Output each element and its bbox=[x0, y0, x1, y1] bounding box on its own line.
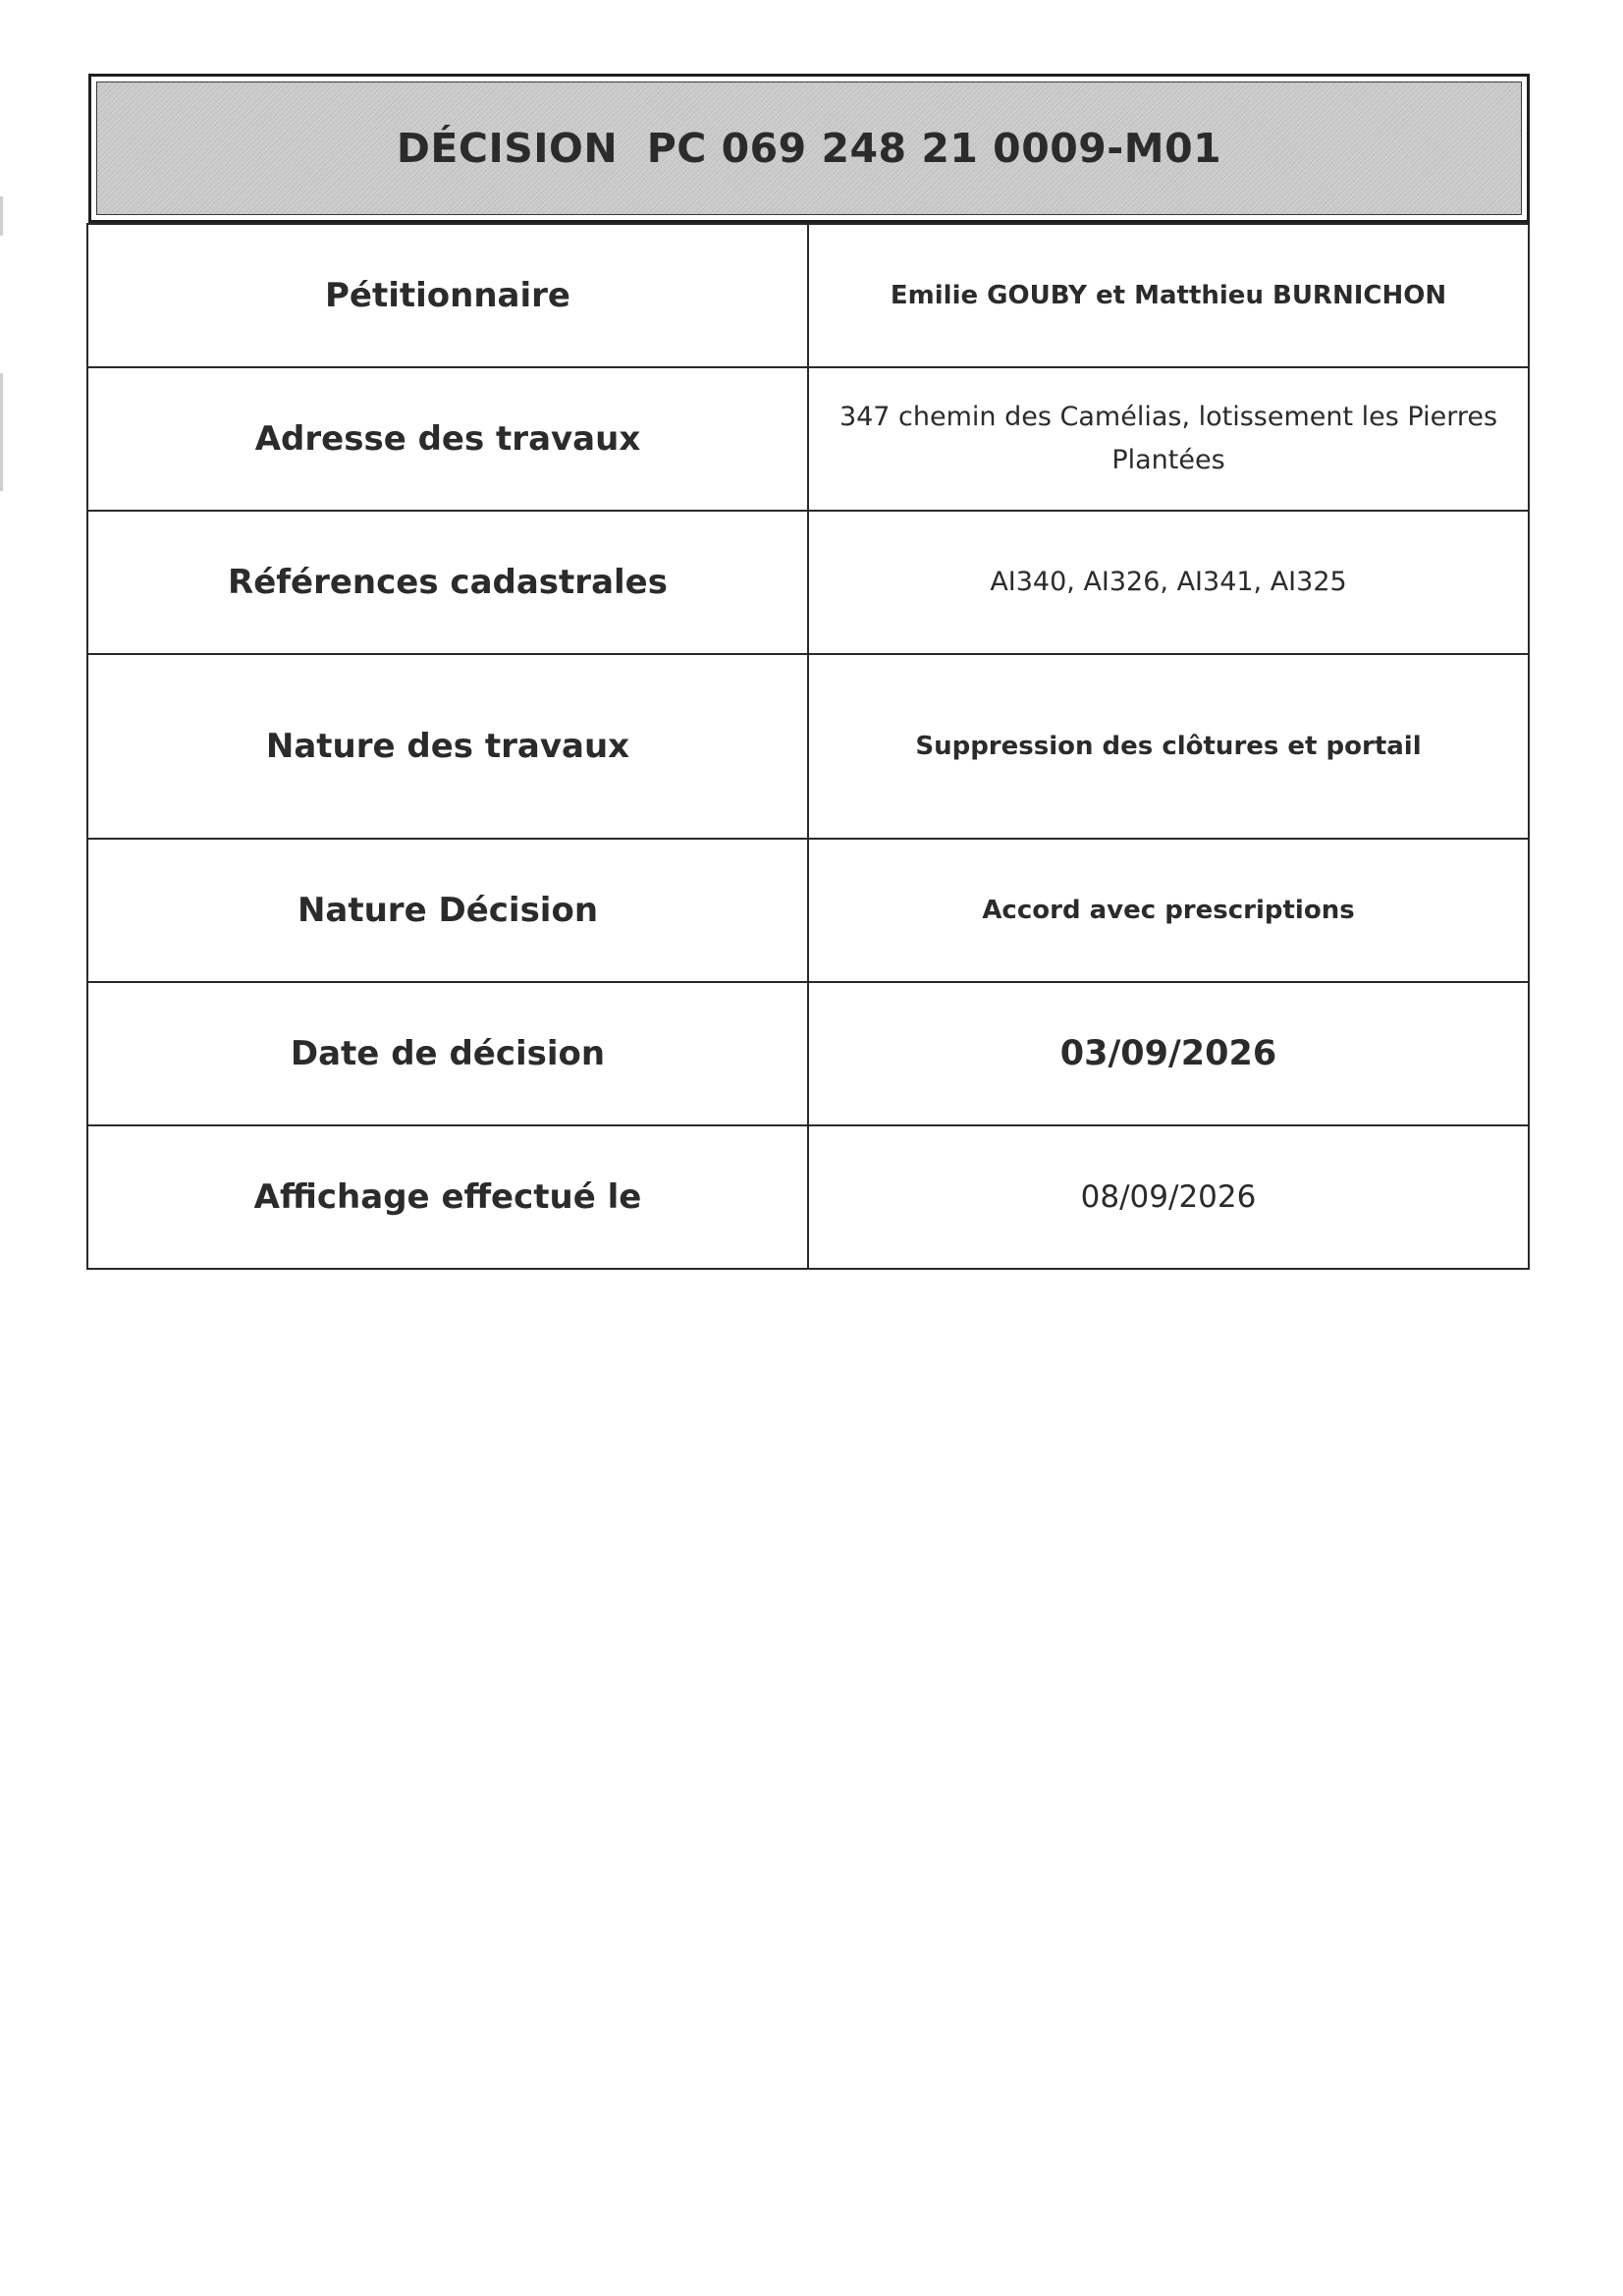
row-label: Nature des travaux bbox=[87, 654, 808, 839]
row-label: Pétitionnaire bbox=[87, 224, 808, 367]
row-label: Adresse des travaux bbox=[87, 367, 808, 511]
row-value: Suppression des clôtures et portail bbox=[808, 654, 1529, 839]
decision-title: DÉCISION PC 069 248 21 0009-M01 bbox=[396, 125, 1222, 172]
row-label: Date de décision bbox=[87, 982, 808, 1125]
decision-title-box bbox=[88, 74, 1530, 223]
scan-edge-mark bbox=[0, 196, 3, 236]
table-row-references bbox=[87, 511, 1529, 654]
table-row-nature-decision bbox=[87, 839, 1529, 982]
scan-edge-mark bbox=[0, 373, 3, 491]
row-value: Emilie GOUBY et Matthieu BURNICHON bbox=[808, 224, 1529, 367]
row-label: Affichage effectué le bbox=[87, 1125, 808, 1269]
decision-info-table bbox=[86, 223, 1530, 1270]
row-value: AI340, AI326, AI341, AI325 bbox=[808, 511, 1529, 654]
table-row-date-decision bbox=[87, 982, 1529, 1125]
row-label: Nature Décision bbox=[87, 839, 808, 982]
row-value: 08/09/2026 bbox=[808, 1125, 1529, 1269]
row-label: Références cadastrales bbox=[87, 511, 808, 654]
table-row-adresse bbox=[87, 367, 1529, 511]
decision-title-banner bbox=[96, 82, 1522, 215]
row-value: 347 chemin des Camélias, lotissement les Pierres Plantées bbox=[808, 367, 1529, 511]
table-row-affichage bbox=[87, 1125, 1529, 1269]
table-row-petitionnaire bbox=[87, 224, 1529, 367]
row-value: Accord avec prescriptions bbox=[808, 839, 1529, 982]
table-row-nature-travaux bbox=[87, 654, 1529, 839]
row-value: 03/09/2026 bbox=[808, 982, 1529, 1125]
